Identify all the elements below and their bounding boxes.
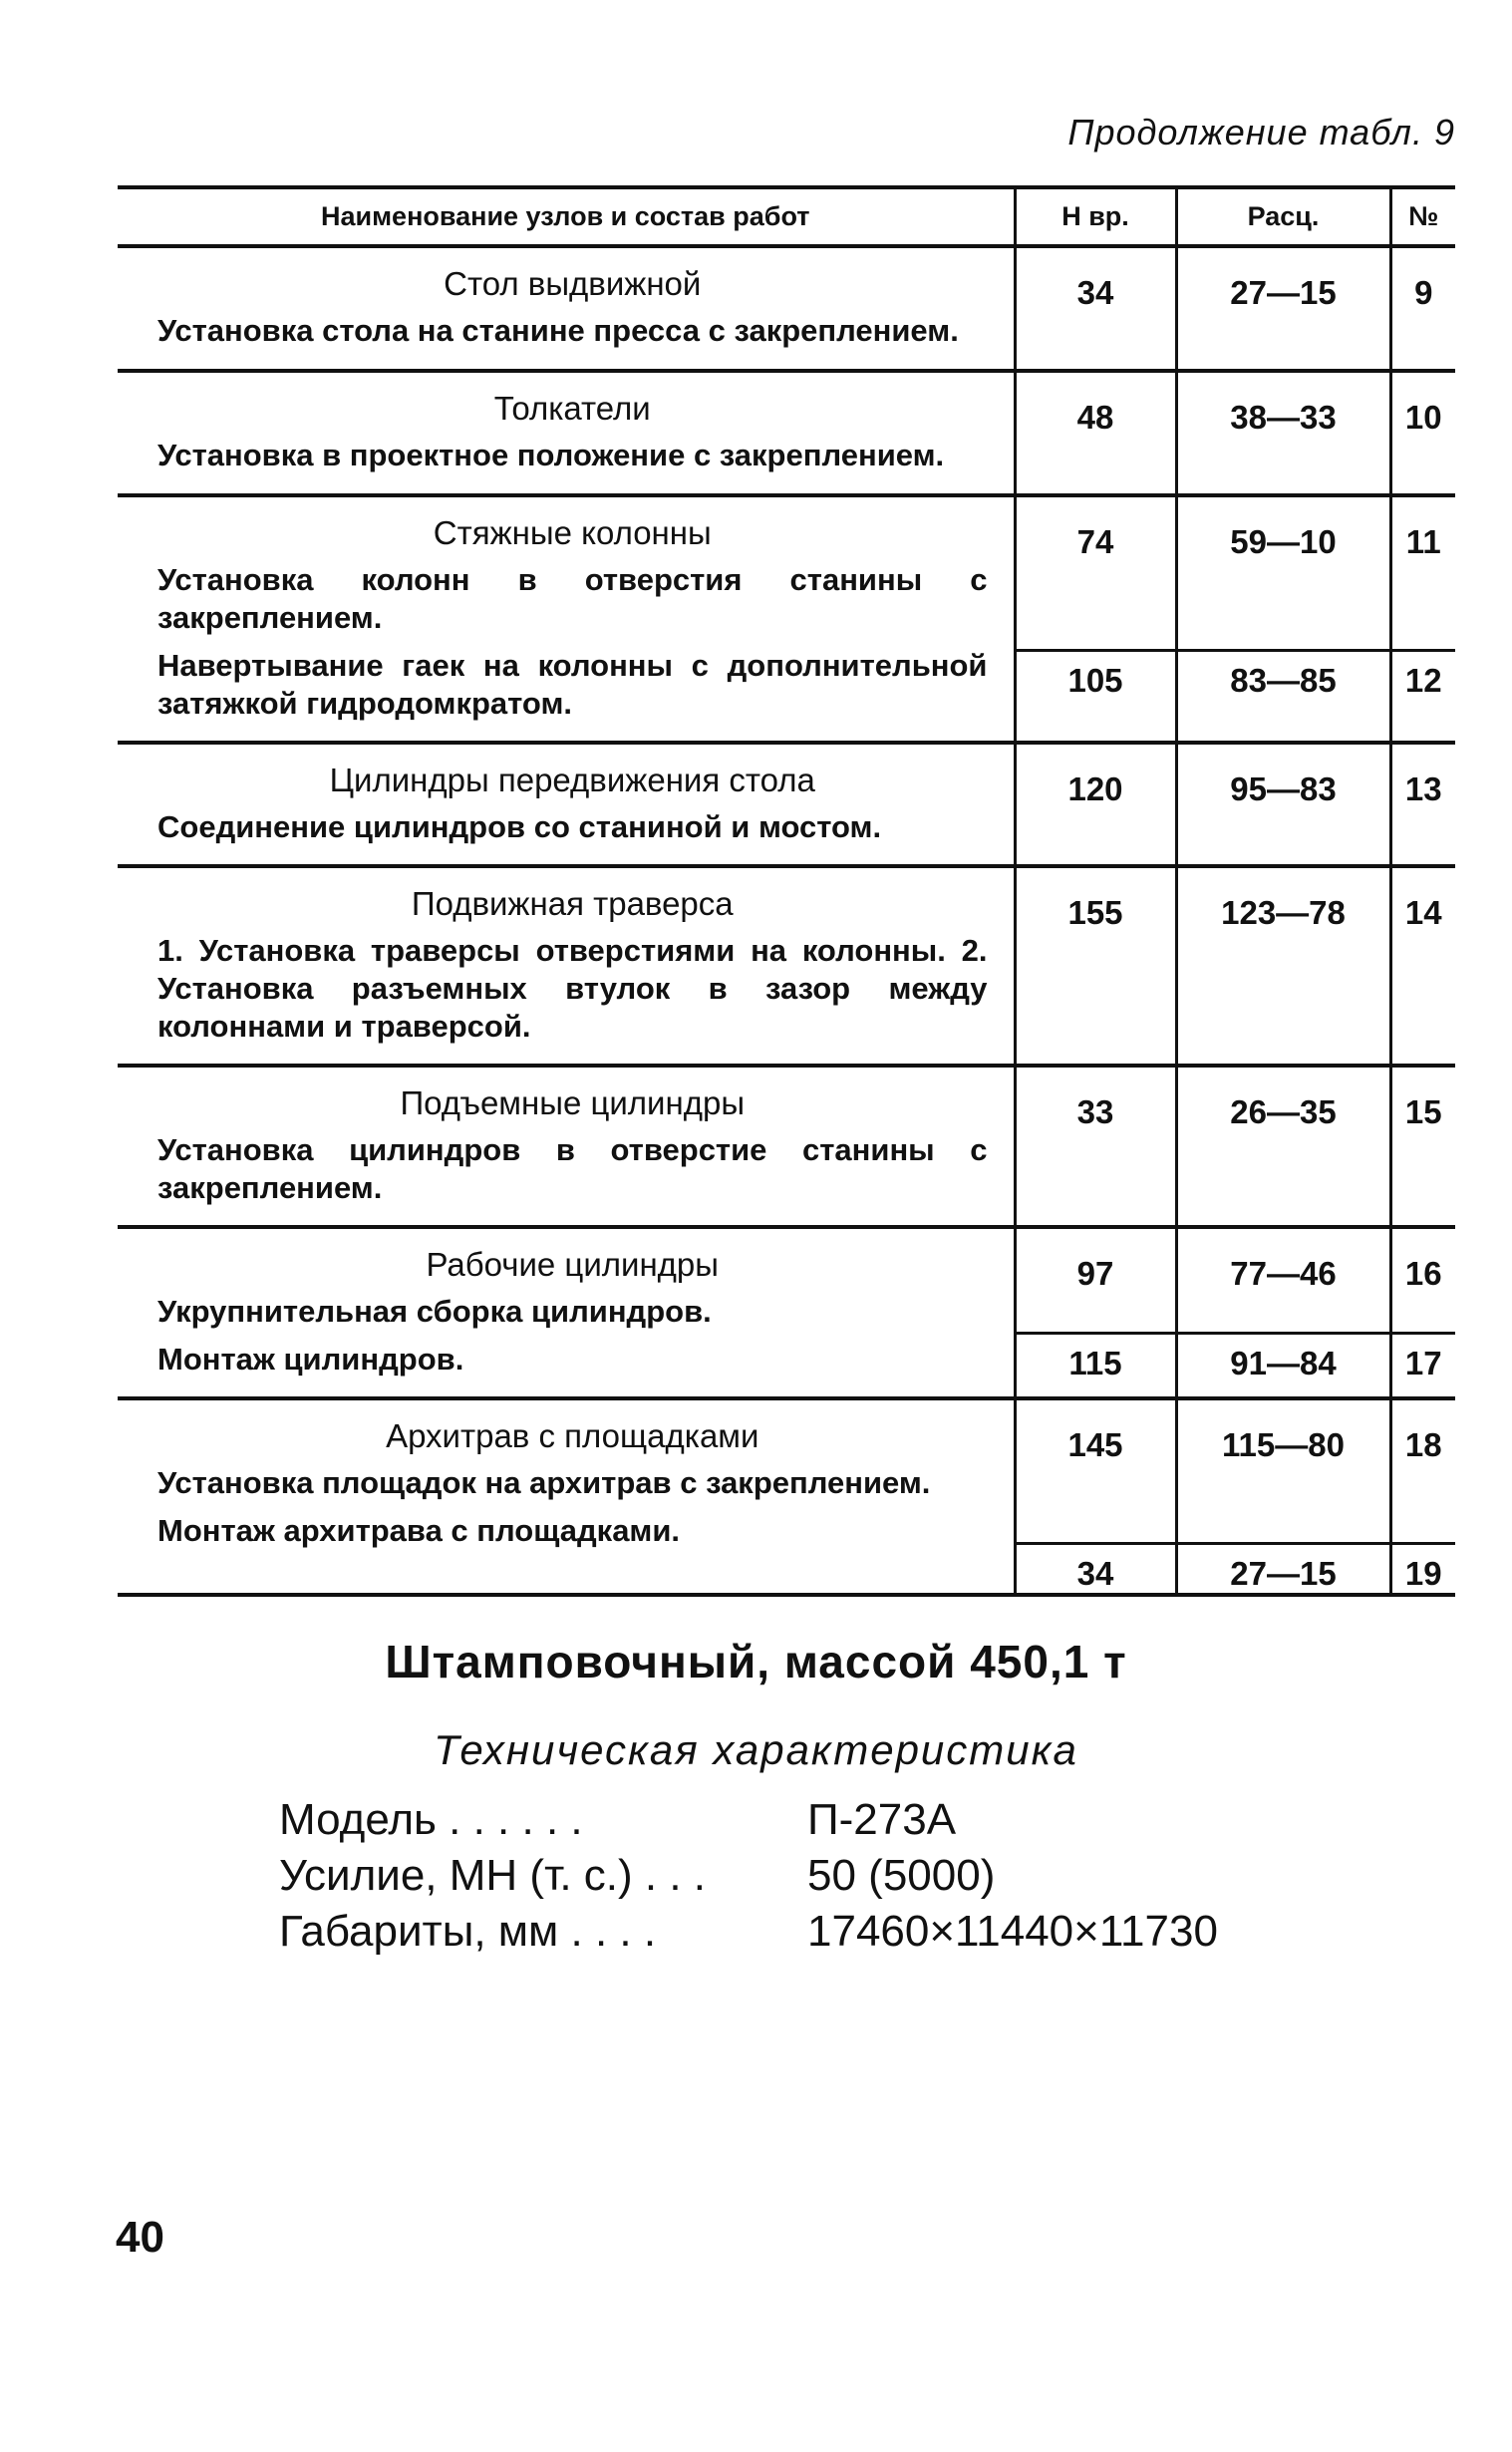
rate-cell: 123—78 bbox=[1176, 866, 1390, 1066]
group-title: Стол выдвижной bbox=[444, 265, 702, 302]
spec-row-force bbox=[279, 1848, 1218, 1904]
header-rasc: Расц. bbox=[1176, 187, 1390, 246]
row-number-cell: 14 bbox=[1390, 866, 1455, 1066]
rate-cell: 95—83 bbox=[1176, 743, 1390, 866]
header-name: Наименование узлов и состав работ bbox=[118, 187, 1015, 246]
spec-value: 50 (5000) bbox=[807, 1851, 996, 1900]
group-title: Подвижная траверса bbox=[411, 885, 734, 922]
row-number-cell: 13 bbox=[1390, 743, 1455, 866]
rate-cell: 26—35 bbox=[1176, 1066, 1390, 1227]
rate-cell: 59—10 bbox=[1176, 495, 1390, 650]
group-cell bbox=[118, 246, 1015, 371]
norm-time-cell: 34 bbox=[1015, 246, 1176, 371]
work-description: Укрупнительная сборка цилиндров. bbox=[157, 1294, 712, 1329]
spec-row-model bbox=[279, 1792, 1218, 1848]
table-row bbox=[118, 371, 1455, 495]
work-description: Установка колонн в отверстия станины с закреплением. bbox=[157, 562, 988, 635]
norm-time-cell: 74 bbox=[1015, 495, 1176, 650]
row-number-cell: 16 bbox=[1390, 1227, 1455, 1334]
works-table bbox=[118, 185, 1455, 1597]
rate-cell: 83—85 bbox=[1176, 650, 1390, 743]
work-description: 1. Установка траверсы отверстиями на колонны. 2. Установка разъемных втулок в зазор между колоннами и траверсой. bbox=[157, 933, 988, 1044]
row-number-cell: 10 bbox=[1390, 371, 1455, 495]
group-cell bbox=[118, 866, 1015, 1066]
group-title: Стяжные колонны bbox=[433, 514, 712, 551]
spec-label: Габариты, мм . . . . bbox=[279, 1907, 657, 1956]
row-number-cell: 12 bbox=[1390, 650, 1455, 743]
rate-cell: 27—15 bbox=[1176, 246, 1390, 371]
spec-label: Усилие, МН (т. с.) . . . bbox=[279, 1851, 707, 1900]
group-title: Архитрав с площадками bbox=[386, 1417, 759, 1454]
spec-label: Модель . . . . . . bbox=[279, 1795, 583, 1844]
group-title: Подъемные цилиндры bbox=[400, 1084, 746, 1121]
table-row bbox=[118, 1066, 1455, 1227]
work-description: Установка площадок на архитрав с закреплением. bbox=[157, 1465, 931, 1500]
group-title: Рабочие цилиндры bbox=[426, 1246, 720, 1283]
spec-row-dimensions bbox=[279, 1904, 1218, 1960]
group-cell bbox=[118, 371, 1015, 495]
norm-time-cell: 97 bbox=[1015, 1227, 1176, 1334]
header-nvr: Н вр. bbox=[1015, 187, 1176, 246]
group-title: Цилиндры передвижения стола bbox=[329, 762, 815, 798]
work-description: Монтаж архитрава с площадками. bbox=[157, 1513, 681, 1548]
table-row bbox=[118, 1227, 1455, 1334]
group-cell bbox=[118, 1398, 1015, 1595]
header-no: № bbox=[1390, 187, 1455, 246]
table-body bbox=[118, 246, 1455, 1595]
rate-cell: 27—15 bbox=[1176, 1543, 1390, 1595]
norm-time-cell: 48 bbox=[1015, 371, 1176, 495]
rate-cell: 91—84 bbox=[1176, 1334, 1390, 1398]
work-description: Соединение цилиндров со станиной и мостом. bbox=[157, 809, 882, 844]
row-number-cell: 9 bbox=[1390, 246, 1455, 371]
norm-time-cell: 34 bbox=[1015, 1543, 1176, 1595]
rate-cell: 115—80 bbox=[1176, 1398, 1390, 1543]
spec-value: 17460×11440×11730 bbox=[807, 1907, 1218, 1956]
tech-title: Техническая характеристика bbox=[434, 1726, 1078, 1773]
rate-cell: 77—46 bbox=[1176, 1227, 1390, 1334]
spec-value: П-273А bbox=[807, 1795, 957, 1844]
table-row bbox=[118, 743, 1455, 866]
norm-time-cell: 145 bbox=[1015, 1398, 1176, 1543]
norm-time-cell: 105 bbox=[1015, 650, 1176, 743]
row-number-cell: 11 bbox=[1390, 495, 1455, 650]
rate-cell: 38—33 bbox=[1176, 371, 1390, 495]
continuation-label: Продолжение табл. 9 bbox=[1067, 112, 1455, 153]
group-title: Толкатели bbox=[493, 390, 651, 427]
group-cell bbox=[118, 1066, 1015, 1227]
row-number-cell: 18 bbox=[1390, 1398, 1455, 1543]
section-title: Штамповочный, массой 450,1 т bbox=[385, 1636, 1127, 1687]
table-row bbox=[118, 495, 1455, 650]
row-number-cell: 19 bbox=[1390, 1543, 1455, 1595]
group-cell bbox=[118, 495, 1015, 743]
norm-time-cell: 33 bbox=[1015, 1066, 1176, 1227]
page-number: 40 bbox=[116, 2213, 164, 2262]
table-row bbox=[118, 1398, 1455, 1543]
work-description: Установка в проектное положение с закреплением. bbox=[157, 438, 945, 472]
spec-list bbox=[279, 1792, 1218, 1960]
norm-time-cell: 120 bbox=[1015, 743, 1176, 866]
work-description: Монтаж цилиндров. bbox=[157, 1342, 464, 1377]
group-cell bbox=[118, 743, 1015, 866]
work-description: Установка стола на станине пресса с закреплением. bbox=[157, 313, 959, 348]
norm-time-cell: 155 bbox=[1015, 866, 1176, 1066]
work-description: Навертывание гаек на колонны с дополнительной затяжкой гидродомкратом. bbox=[157, 648, 988, 721]
row-number-cell: 15 bbox=[1390, 1066, 1455, 1227]
table-row bbox=[118, 246, 1455, 371]
table-header-row bbox=[118, 187, 1455, 246]
group-cell bbox=[118, 1227, 1015, 1398]
row-number-cell: 17 bbox=[1390, 1334, 1455, 1398]
norm-time-cell: 115 bbox=[1015, 1334, 1176, 1398]
work-description: Установка цилиндров в отверстие станины с закреплением. bbox=[157, 1132, 988, 1205]
table-row bbox=[118, 866, 1455, 1066]
